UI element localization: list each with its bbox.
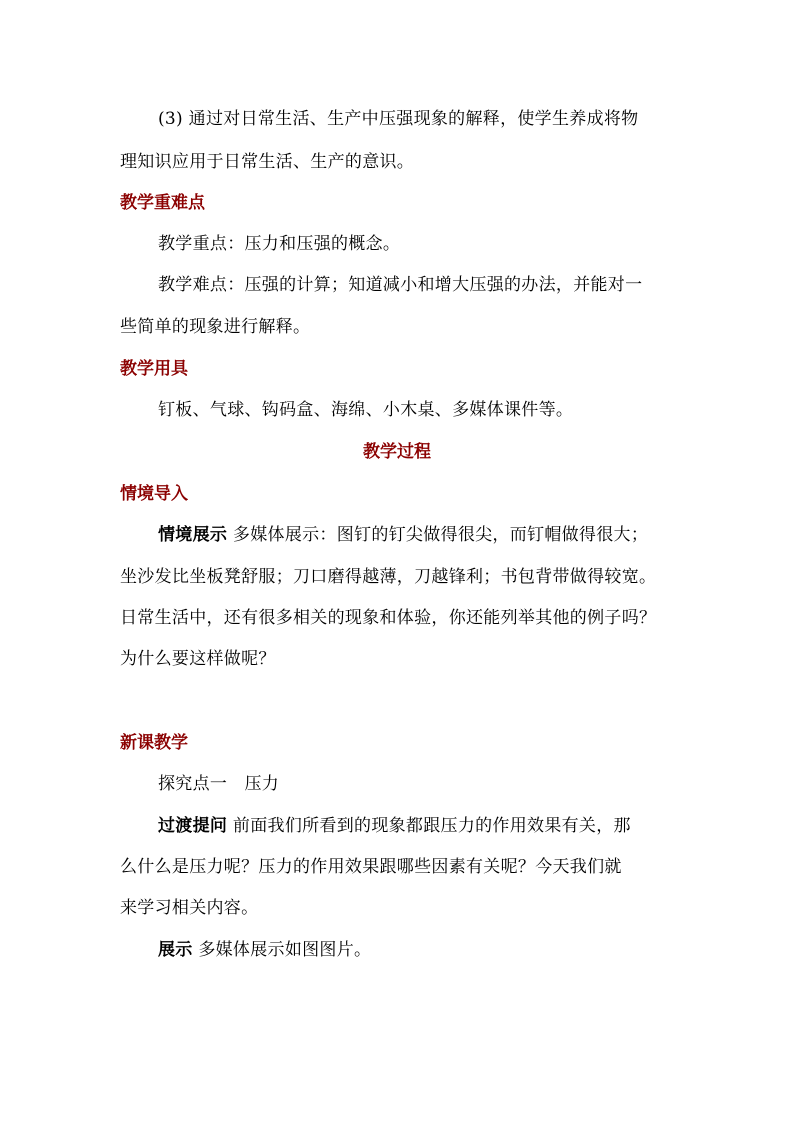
section-heading-key-points: 教学重难点 (120, 193, 205, 213)
section-heading-intro: 情境导入 (120, 484, 188, 504)
transition-label: 过渡提问 (158, 816, 228, 836)
explore-point-title: 探究点一 压力 (158, 774, 280, 794)
teaching-difficulty-line: 些简单的现象进行解释。 (120, 317, 311, 337)
transition-line: 来学习相关内容。 (120, 898, 259, 918)
intro-label: 情境展示 (158, 525, 228, 545)
intro-text: 多媒体展示：图钉的钉尖做得很尖，而钉帽做得很大； (232, 525, 649, 545)
transition-text: 前面我们所看到的现象都跟压力的作用效果有关，那 (232, 816, 631, 836)
show-line (158, 939, 371, 961)
paragraph-line: (3) 通过对日常生活、生产中压强现象的解释，使学生养成将物 (158, 109, 639, 129)
paragraph-line: 理知识应用于日常生活、生产的意识。 (120, 152, 415, 172)
transition-line: 么什么是压力呢？压力的作用效果跟哪些因素有关呢？今天我们就 (120, 857, 622, 877)
intro-line: 为什么要这样做呢？ (120, 649, 276, 669)
transition-line (158, 815, 631, 837)
tools-list: 钉板、气球、钩码盒、海绵、小木桌、多媒体课件等。 (158, 400, 574, 420)
intro-line (158, 524, 648, 546)
process-title: 教学过程 (363, 442, 431, 462)
section-heading-new-lesson: 新课教学 (120, 733, 188, 753)
intro-line: 坐沙发比坐板凳舒服；刀口磨得越薄，刀越锋利；书包背带做得较宽。 (120, 567, 657, 587)
teaching-difficulty-line: 教学难点：压强的计算；知道减小和增大压强的办法，并能对一 (158, 275, 643, 295)
intro-line: 日常生活中，还有很多相关的现象和体验，你还能列举其他的例子吗？ (120, 608, 657, 628)
show-text: 多媒体展示如图图片。 (198, 940, 372, 960)
teaching-focus: 教学重点：压力和压强的概念。 (158, 234, 401, 254)
show-label: 展示 (158, 940, 193, 960)
section-heading-tools: 教学用具 (120, 359, 188, 379)
